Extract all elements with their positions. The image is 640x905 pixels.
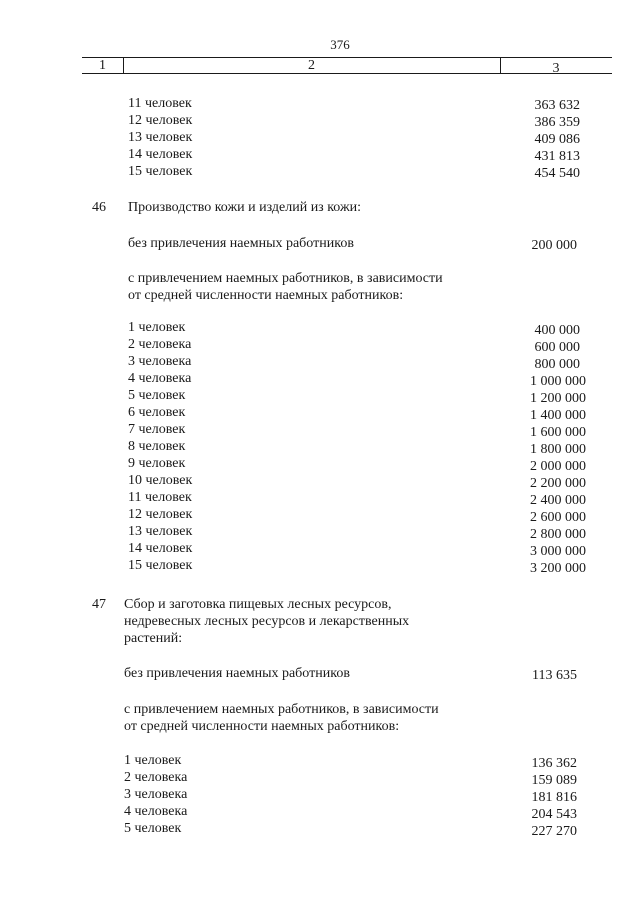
list-item-value: 363 632 [534, 98, 580, 113]
list-item-label: 8 человек [128, 439, 186, 454]
header-col-1: 1 [99, 58, 106, 73]
section-title: Сбор и заготовка пищевых лесных ресурсов, [124, 597, 392, 612]
list-item-label: 13 человек [128, 130, 193, 145]
list-item-label: 3 человека [124, 787, 188, 802]
section-title: растений: [124, 631, 183, 646]
list-item-label: 2 человека [124, 770, 188, 785]
list-item-value: 181 816 [531, 790, 577, 805]
list-item-value: 431 813 [534, 149, 580, 164]
list-item-label: 3 человека [128, 354, 192, 369]
list-item-value: 227 270 [531, 824, 577, 839]
section-number: 47 [92, 597, 106, 612]
list-item-label: 14 человек [128, 147, 193, 162]
list-item-label: 4 человека [128, 371, 192, 386]
no-workers-value: 200 000 [531, 238, 577, 253]
list-item-label: 5 человек [124, 821, 182, 836]
list-item-label: 12 человек [128, 507, 193, 522]
list-item-value: 1 000 000 [530, 374, 586, 389]
list-item-label: 2 человека [128, 337, 192, 352]
list-item-value: 3 000 000 [530, 544, 586, 559]
list-item-value: 1 800 000 [530, 442, 586, 457]
list-item-label: 1 человек [128, 320, 186, 335]
list-item-label: 9 человек [128, 456, 186, 471]
list-item-label: 10 человек [128, 473, 193, 488]
page-number: 376 [330, 37, 350, 52]
list-item-value: 2 000 000 [530, 459, 586, 474]
list-item-label: 13 человек [128, 524, 193, 539]
section-title: Производство кожи и изделий из кожи: [128, 200, 362, 215]
no-workers-value: 113 635 [532, 668, 577, 683]
list-item-value: 1 200 000 [530, 391, 586, 406]
list-item-value: 409 086 [534, 132, 580, 147]
list-item-label: 12 человек [128, 113, 193, 128]
list-item-value: 600 000 [534, 340, 580, 355]
list-item-value: 386 359 [534, 115, 580, 130]
list-item-value: 1 400 000 [530, 408, 586, 423]
list-item-value: 136 362 [531, 756, 577, 771]
list-item-label: 15 человек [128, 164, 193, 179]
with-workers-text: с привлечением наемных работников, в зависимости [128, 271, 443, 286]
with-workers-text: от средней численности наемных работников: [128, 288, 404, 303]
list-item-value: 1 600 000 [530, 425, 586, 440]
header-col-3: 3 [552, 61, 560, 76]
list-item-value: 204 543 [531, 807, 577, 822]
list-item-value: 2 800 000 [530, 527, 586, 542]
section-title: недревесных лесных ресурсов и лекарственных [124, 614, 410, 629]
list-item-value: 800 000 [534, 357, 580, 372]
list-item-value: 2 400 000 [530, 493, 586, 508]
list-item-value: 2 600 000 [530, 510, 586, 525]
with-workers-text: с привлечением наемных работников, в зависимости [124, 702, 439, 717]
section-number: 46 [92, 200, 106, 215]
list-item-label: 15 человек [128, 558, 193, 573]
list-item-label: 6 человек [128, 405, 186, 420]
list-item-value: 454 540 [534, 166, 580, 181]
header-col-2: 2 [308, 58, 315, 73]
list-item-value: 159 089 [531, 773, 577, 788]
list-item-label: 14 человек [128, 541, 193, 556]
list-item-value: 400 000 [534, 323, 580, 338]
list-item-value: 2 200 000 [530, 476, 586, 491]
list-item-label: 11 человек [128, 96, 192, 111]
list-item-value: 3 200 000 [530, 561, 586, 576]
no-workers-label: без привлечения наемных работников [128, 236, 354, 251]
list-item-label: 7 человек [128, 422, 186, 437]
list-item-label: 5 человек [128, 388, 186, 403]
list-item-label: 1 человек [124, 753, 182, 768]
with-workers-text: от средней численности наемных работников: [124, 719, 400, 734]
list-item-label: 4 человека [124, 804, 188, 819]
list-item-label: 11 человек [128, 490, 192, 505]
no-workers-label: без привлечения наемных работников [124, 666, 350, 681]
